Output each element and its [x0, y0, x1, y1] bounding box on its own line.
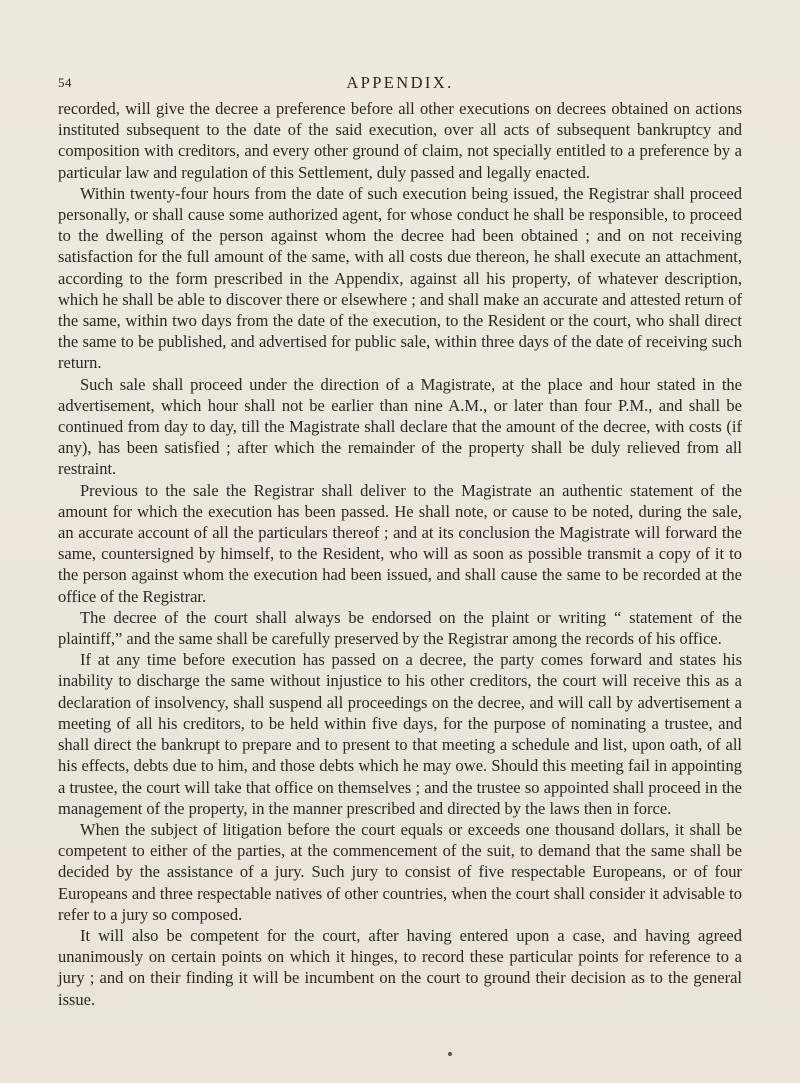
body-text — [58, 98, 742, 1010]
paragraph: Such sale shall proceed under the direction of a Magistrate, at the place and hour stated in the advertisement, which hour shall not be earlier than nine A.M., or later than four P.M., and shall be continued from day to day, till the Magistrate shall declare that the amount of the decree, with costs (if any), has been satisfied ; after which the remainder of the property shall be duly relieved from all restraint. — [58, 374, 742, 479]
paragraph: Within twenty-four hours from the date of such execution being issued, the Registrar shall proceed personally, or shall cause some authorized agent, for whose conduct he shall be responsible, to proceed to the dwelling of the person against whom the decree had been obtained ; and on not receiving satisfaction for the full amount of the same, with all costs due thereon, he shall execute an attachment, according to the form prescribed in the Appendix, against all his property, of whatever description, which he shall be able to discover there or elsewhere ; and shall make an accurate and attested return of the same, within two days from the date of the execution, to the Resident or the court, who shall direct the same to be published, and advertised for public sale, within three days of the date of receiving such return. — [58, 183, 742, 373]
paragraph: If at any time before execution has passed on a decree, the party comes forward and states his inability to discharge the same without injustice to his other creditors, the court will receive this as a declaration of insolvency, shall suspend all proceedings on the decree, and will call by advertisement a meeting of all his creditors, to be held within five days, for the purpose of nominating a trustee, and shall direct the bankrupt to prepare and to present to that meeting a schedule and list, upon oath, of all his effects, debts due to him, and those debts which he may owe. Should this meeting fail in appointing a trustee, the court will take that office on themselves ; and the trustee so appointed shall proceed in the management of the property, in the manner prescribed and directed by the laws then in force. — [58, 650, 742, 818]
paragraph: Previous to the sale the Registrar shall deliver to the Magistrate an authentic statement of the amount for which the execution has been passed. He shall note, or cause to be noted, during the sale, an accurate account of all the particulars thereof ; and at its conclusion the Magistrate will forward the same, countersigned by himself, to the Resident, who will as soon as possible transmit a copy of it to the person against whom the execution had been issued, and shall cause the same to be recorded at the office of the Registrar. — [58, 480, 742, 606]
ink-speck — [448, 1052, 452, 1056]
page-header — [58, 73, 742, 97]
paragraph: When the subject of litigation before the court equals or exceeds one thousand dollars, it shall be competent to either of the parties, at the commencement of the suit, to demand that the same shall be decided by the assistance of a jury. Such jury to consist of five respectable Europeans, or of four Europeans and three respectable natives of other countries, when the court shall consider it advisable to refer to a jury so composed. — [58, 819, 742, 924]
paragraph: recorded, will give the decree a preference before all other executions on decrees obtained on actions instituted subsequent to the date of the said execution, over all acts of subsequent bankruptcy and composition with creditors, and every other ground of claim, not specially entitled to a preference by a particular law and regulation of this Settlement, duly passed and legally enacted. — [58, 99, 742, 182]
page-number: 54 — [58, 75, 72, 90]
running-head: APPENDIX. — [346, 73, 454, 92]
paragraph: It will also be competent for the court, after having entered upon a case, and having agreed unanimously on certain points on which it hinges, to record these particular points for reference to a jury ; and on their finding it will be incumbent on the court to ground their decision as to the general issue. — [58, 925, 742, 1009]
paragraph: The decree of the court shall always be endorsed on the plaint or writing “ statement of the plaintiff,” and the same shall be carefully preserved by the Registrar among the records of his office. — [58, 607, 742, 649]
